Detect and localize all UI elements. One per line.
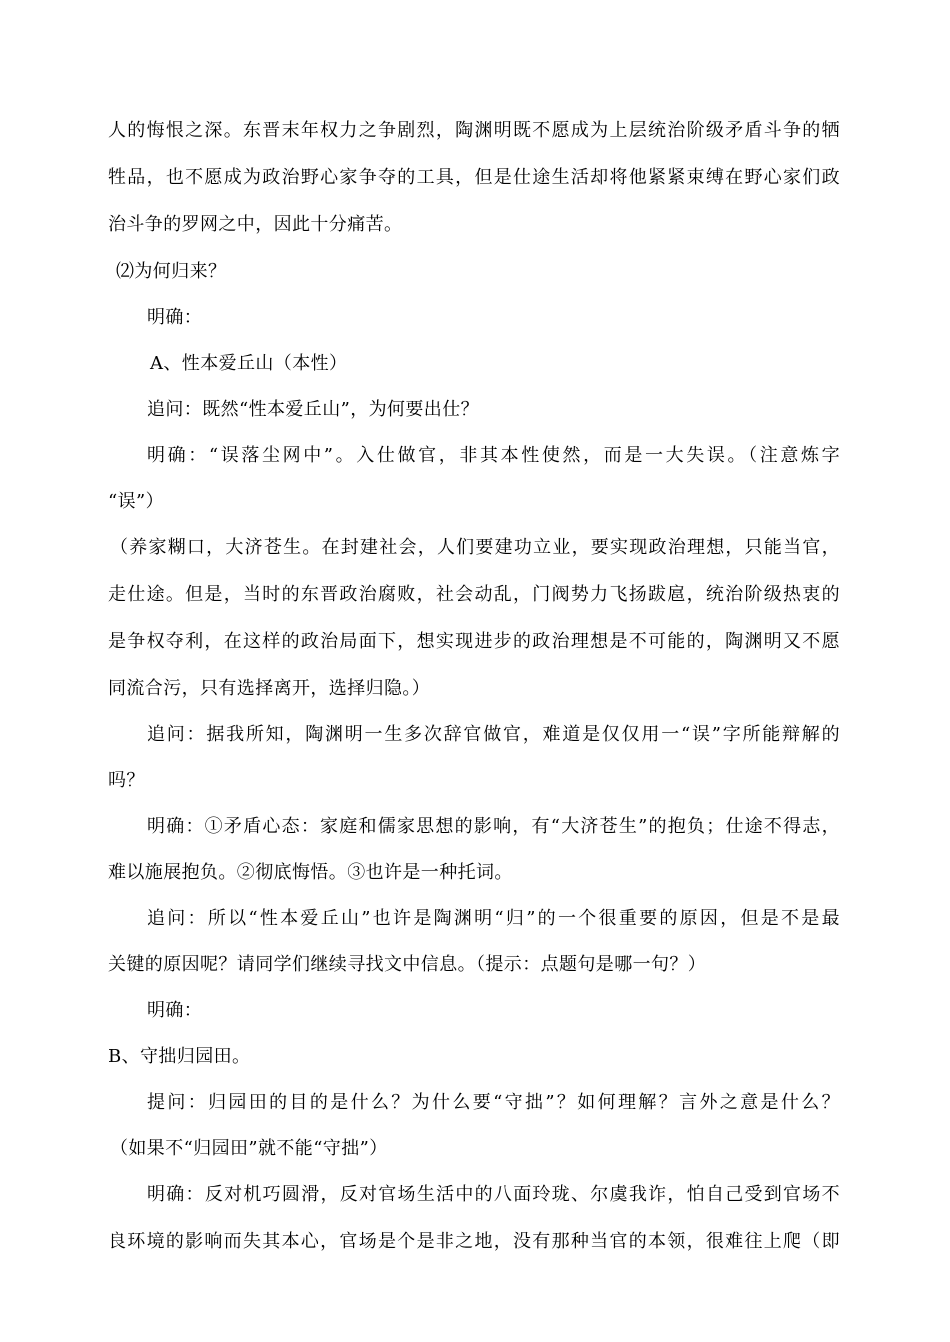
paragraph-line: “误”） <box>108 491 165 512</box>
paragraph-line: 牲品，也不愿成为政治野心家争夺的工具，但是仕途生活却将他紧紧束缚在野心家们政 <box>108 167 840 188</box>
paragraph-line: 明确： <box>147 1000 203 1021</box>
paragraph-line: 提问：归园田的目的是什么？为什么要“守拙”？如何理解？言外之意是什么？ <box>147 1092 840 1113</box>
paragraph-line: 良环境的影响而失其本心，官场是个是非之地，没有那种当官的本领，很难往上爬（即 <box>108 1231 840 1252</box>
paragraph-line: 明确：“误落尘网中”。入仕做官，非其本性使然，而是一大失误。（注意炼字 <box>147 445 840 466</box>
paragraph-line: 同流合污，只有选择离开，选择归隐。） <box>108 678 431 699</box>
paragraph-line: 关键的原因呢？请同学们继续寻找文中信息。（提示：点题句是哪一句？） <box>108 954 707 975</box>
paragraph-line: 人的悔恨之深。东晋末年权力之争剧烈，陶渊明既不愿成为上层统治阶级矛盾斗争的牺 <box>108 120 840 141</box>
paragraph-line: 吗？ <box>108 770 145 791</box>
paragraph-line: 明确：①矛盾心态：家庭和儒家思想的影响，有“大济苍生”的抱负；仕途不得志， <box>147 816 840 837</box>
paragraph-line: 走仕途。但是，当时的东晋政治腐败，社会动乱，门阀势力飞扬跋扈，统治阶级热衷的 <box>108 584 840 605</box>
paragraph-line: 治斗争的罗网之中，因此十分痛苦。 <box>108 214 403 235</box>
subheading-b: B、守拙归园田。 <box>108 1046 251 1067</box>
paragraph-line: 明确：反对机巧圆滑，反对官场生活中的八面玲珑、尔虞我诈，怕自己受到官场不 <box>147 1184 840 1205</box>
subheading-a: A、性本爱丘山（本性） <box>150 353 348 374</box>
paragraph-line: （养家糊口，大济苍生。在封建社会，人们要建功立业，要实现政治理想，只能当官， <box>110 537 840 558</box>
paragraph-line: 是争权夺利，在这样的政治局面下，想实现进步的政治理想是不可能的，陶渊明又不愿 <box>108 631 840 652</box>
paragraph-line: 追问：既然“性本爱丘山”，为何要出仕？ <box>147 399 480 420</box>
paragraph-line: 追问：据我所知，陶渊明一生多次辞官做官，难道是仅仅用一“误”字所能辩解的 <box>147 724 840 745</box>
paragraph-line: 追问：所以“性本爱丘山”也许是陶渊明“归”的一个很重要的原因，但是不是最 <box>147 908 840 929</box>
paragraph-line: （如果不“归园田”就不能“守拙”） <box>110 1138 388 1159</box>
section-heading: ⑵为何归来？ <box>116 261 227 282</box>
paragraph-line: 难以施展抱负。②彻底悔悟。③也许是一种托词。 <box>108 862 513 883</box>
paragraph-line: 明确： <box>147 307 203 328</box>
